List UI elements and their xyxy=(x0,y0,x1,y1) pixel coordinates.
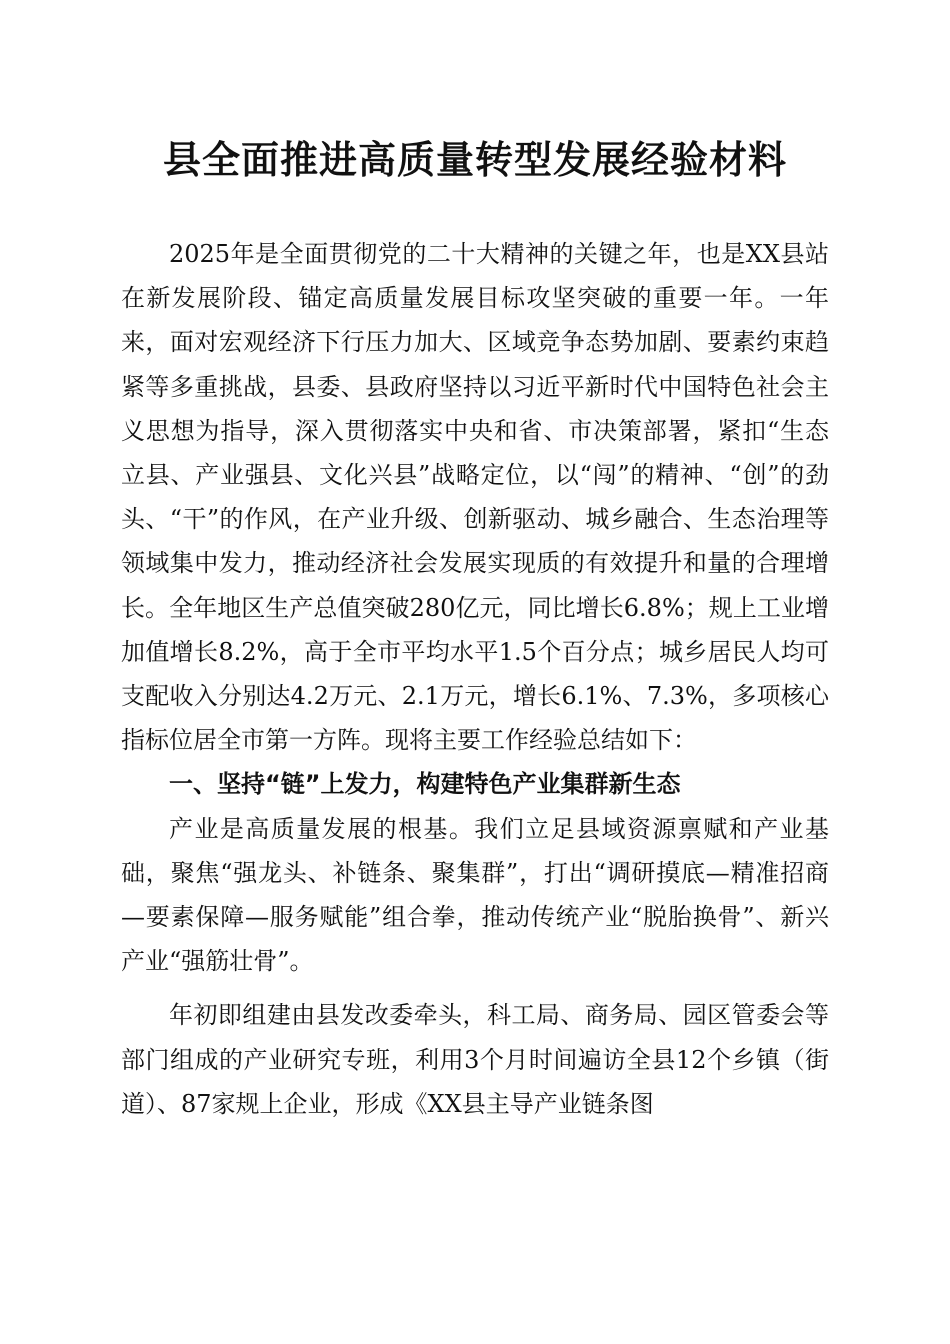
body-paragraph: 产业是高质量发展的根基。我们立足县域资源禀赋和产业基础，聚焦“强龙头、补链条、聚集群”，打出“调研摸底—精准招商—要素保障—服务赋能”组合拳，推动传统产业“脱胎换骨”、新兴产业“强筋壮骨”。 xyxy=(121,814,829,976)
intro-paragraph: 2025年是全面贯彻党的二十大精神的关键之年，也是XX县站在新发展阶段、锚定高质量发展目标攻坚突破的重要一年。一年来，面对宏观经济下行压力加大、区域竞争态势加剧、要素约束趋紧等多重挑战，县委、县政府坚持以习近平新时代中国特色社会主义思想为指导，深入贯彻落实中央和省、市决策部署，紧扣“生态立县、产业强县、文化兴县”战略定位，以“闯”的精神、“创”的劲头、“干”的作风，在产业升级、创新驱动、城乡融合、生态治理等领域集中发力，推动经济社会发展实现质的有效提升和量的合理增长。全年地区生产总值突破280亿元，同比增长6.8%；规上工业增加值增长8.2%，高于全市平均水平1.5个百分点；城乡居民人均可支配收入分别达4.2万元、2.1万元，增长6.1%、7.3%，多项核心指标位居全市第一方阵。现将主要工作经验总结如下： xyxy=(121,240,829,755)
body-paragraph: 年初即组建由县发改委牵头，科工局、商务局、园区管委会等部门组成的产业研究专班，利用3个月时间遍访全县12个乡镇（街道）、87家规上企业，形成《XX县主导产业链条图 xyxy=(121,1001,829,1118)
paragraph-gap xyxy=(121,983,829,993)
document-body xyxy=(121,232,829,1126)
section-heading: 一、坚持“链”上发力，构建特色产业集群新生态 xyxy=(169,770,681,799)
document-title: 县全面推进高质量转型发展经验材料 xyxy=(162,137,787,182)
